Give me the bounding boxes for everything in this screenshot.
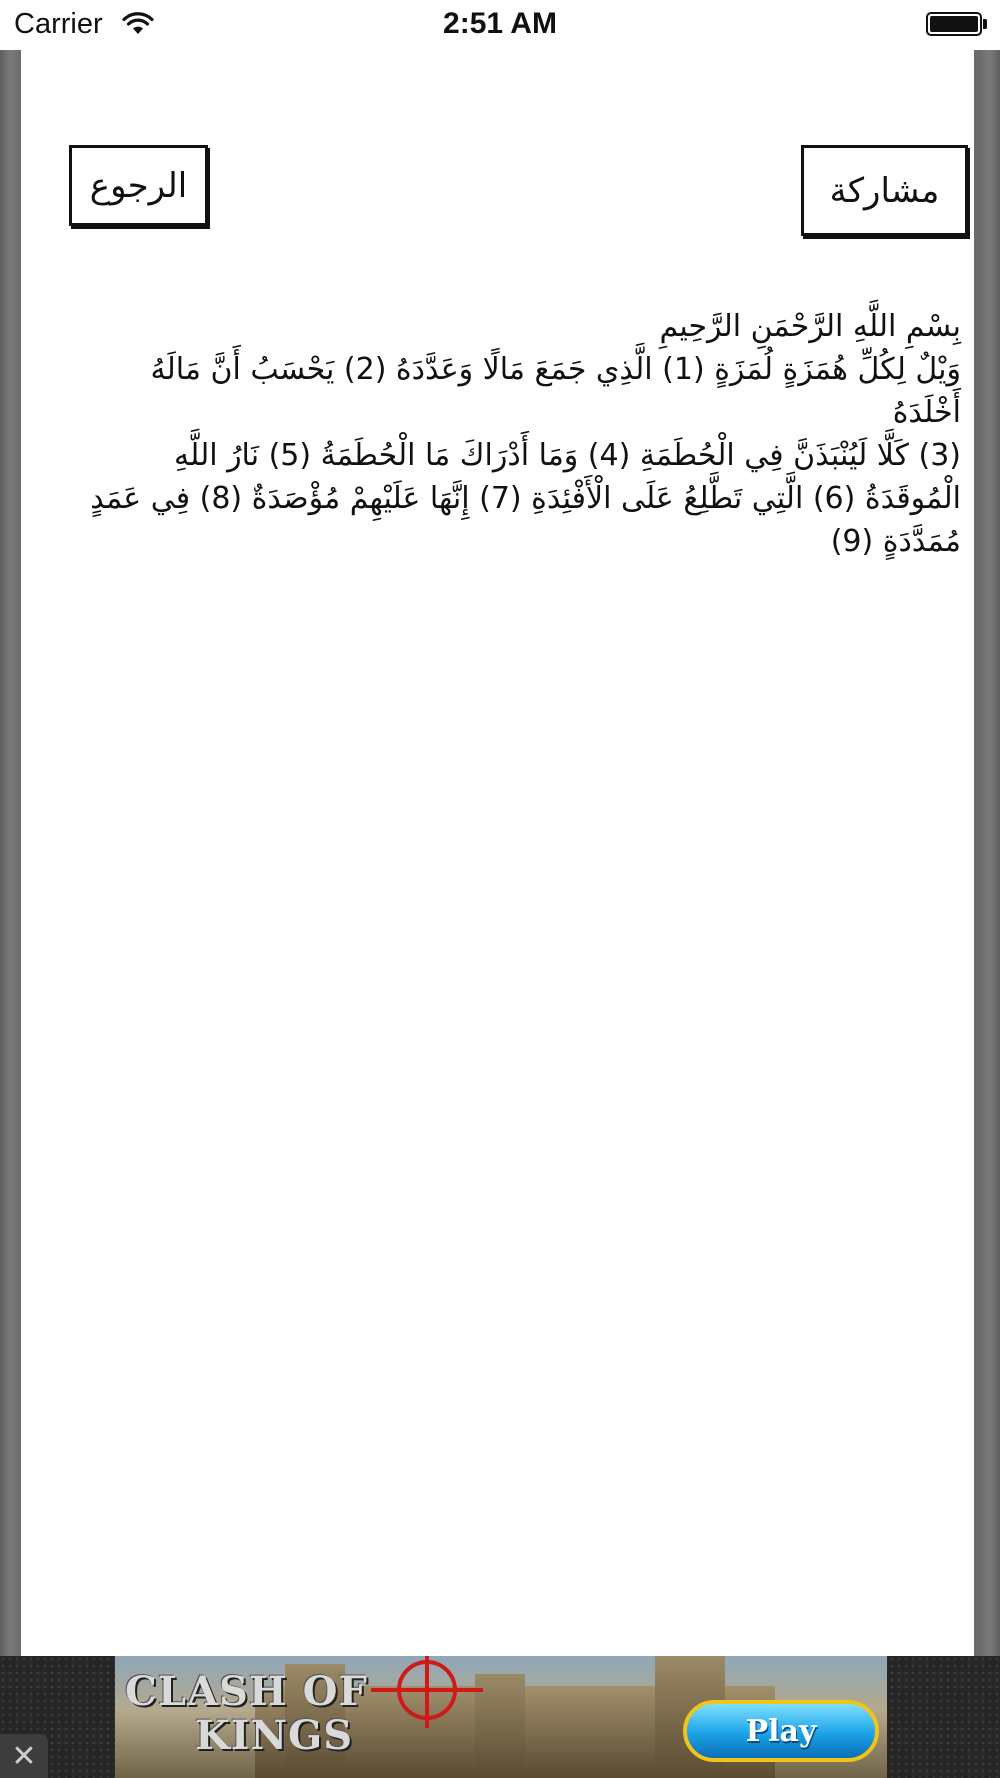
battery-tip bbox=[983, 19, 987, 29]
crosshair-icon bbox=[397, 1660, 457, 1720]
surah-line: الْمُوقَدَةُ (6) الَّتِي تَطَّلِعُ عَلَى الْأَفْئِدَةِ (7) إِنَّهَا عَلَيْهِمْ مُؤْصَدَةٌ (8) فِي عَمَدٍ bbox=[90, 481, 961, 516]
content-page bbox=[21, 0, 974, 1656]
status-time: 2:51 AM bbox=[443, 7, 557, 40]
surah-line: مُمَدَّدَةٍ (9) bbox=[830, 524, 961, 559]
ad-logo bbox=[125, 1670, 368, 1758]
ad-play-button[interactable]: Play bbox=[683, 1700, 879, 1762]
carrier-label: Carrier bbox=[14, 8, 103, 40]
status-bar bbox=[0, 0, 1000, 50]
surah-line: (3) كَلَّا لَيُنْبَذَنَّ فِي الْحُطَمَةِ (4) وَمَا أَدْرَاكَ مَا الْحُطَمَةُ (5) نَارُ اللَّهِ bbox=[174, 438, 961, 473]
surah-line: وَيْلٌ لِكُلِّ هُمَزَةٍ لُمَزَةٍ (1) الَّذِي جَمَعَ مَالًا وَعَدَّدَهُ (2) يَحْسَبُ أَنَّ مَالَهُ أَخْلَدَهُ bbox=[150, 352, 961, 430]
back-button[interactable]: الرجوع bbox=[69, 145, 208, 226]
battery-icon bbox=[926, 12, 982, 36]
ad-logo-line1: CLASH OF bbox=[125, 1668, 368, 1715]
ad-close-icon[interactable]: ✕ bbox=[0, 1734, 48, 1778]
share-button[interactable]: مشاركة bbox=[801, 145, 968, 236]
surah-text bbox=[81, 305, 961, 563]
ad-logo-line2: KINGS bbox=[195, 1712, 354, 1759]
surah-line: بِسْمِ اللَّهِ الرَّحْمَنِ الرَّحِيمِ bbox=[659, 309, 961, 344]
ad-banner[interactable] bbox=[115, 1656, 887, 1778]
